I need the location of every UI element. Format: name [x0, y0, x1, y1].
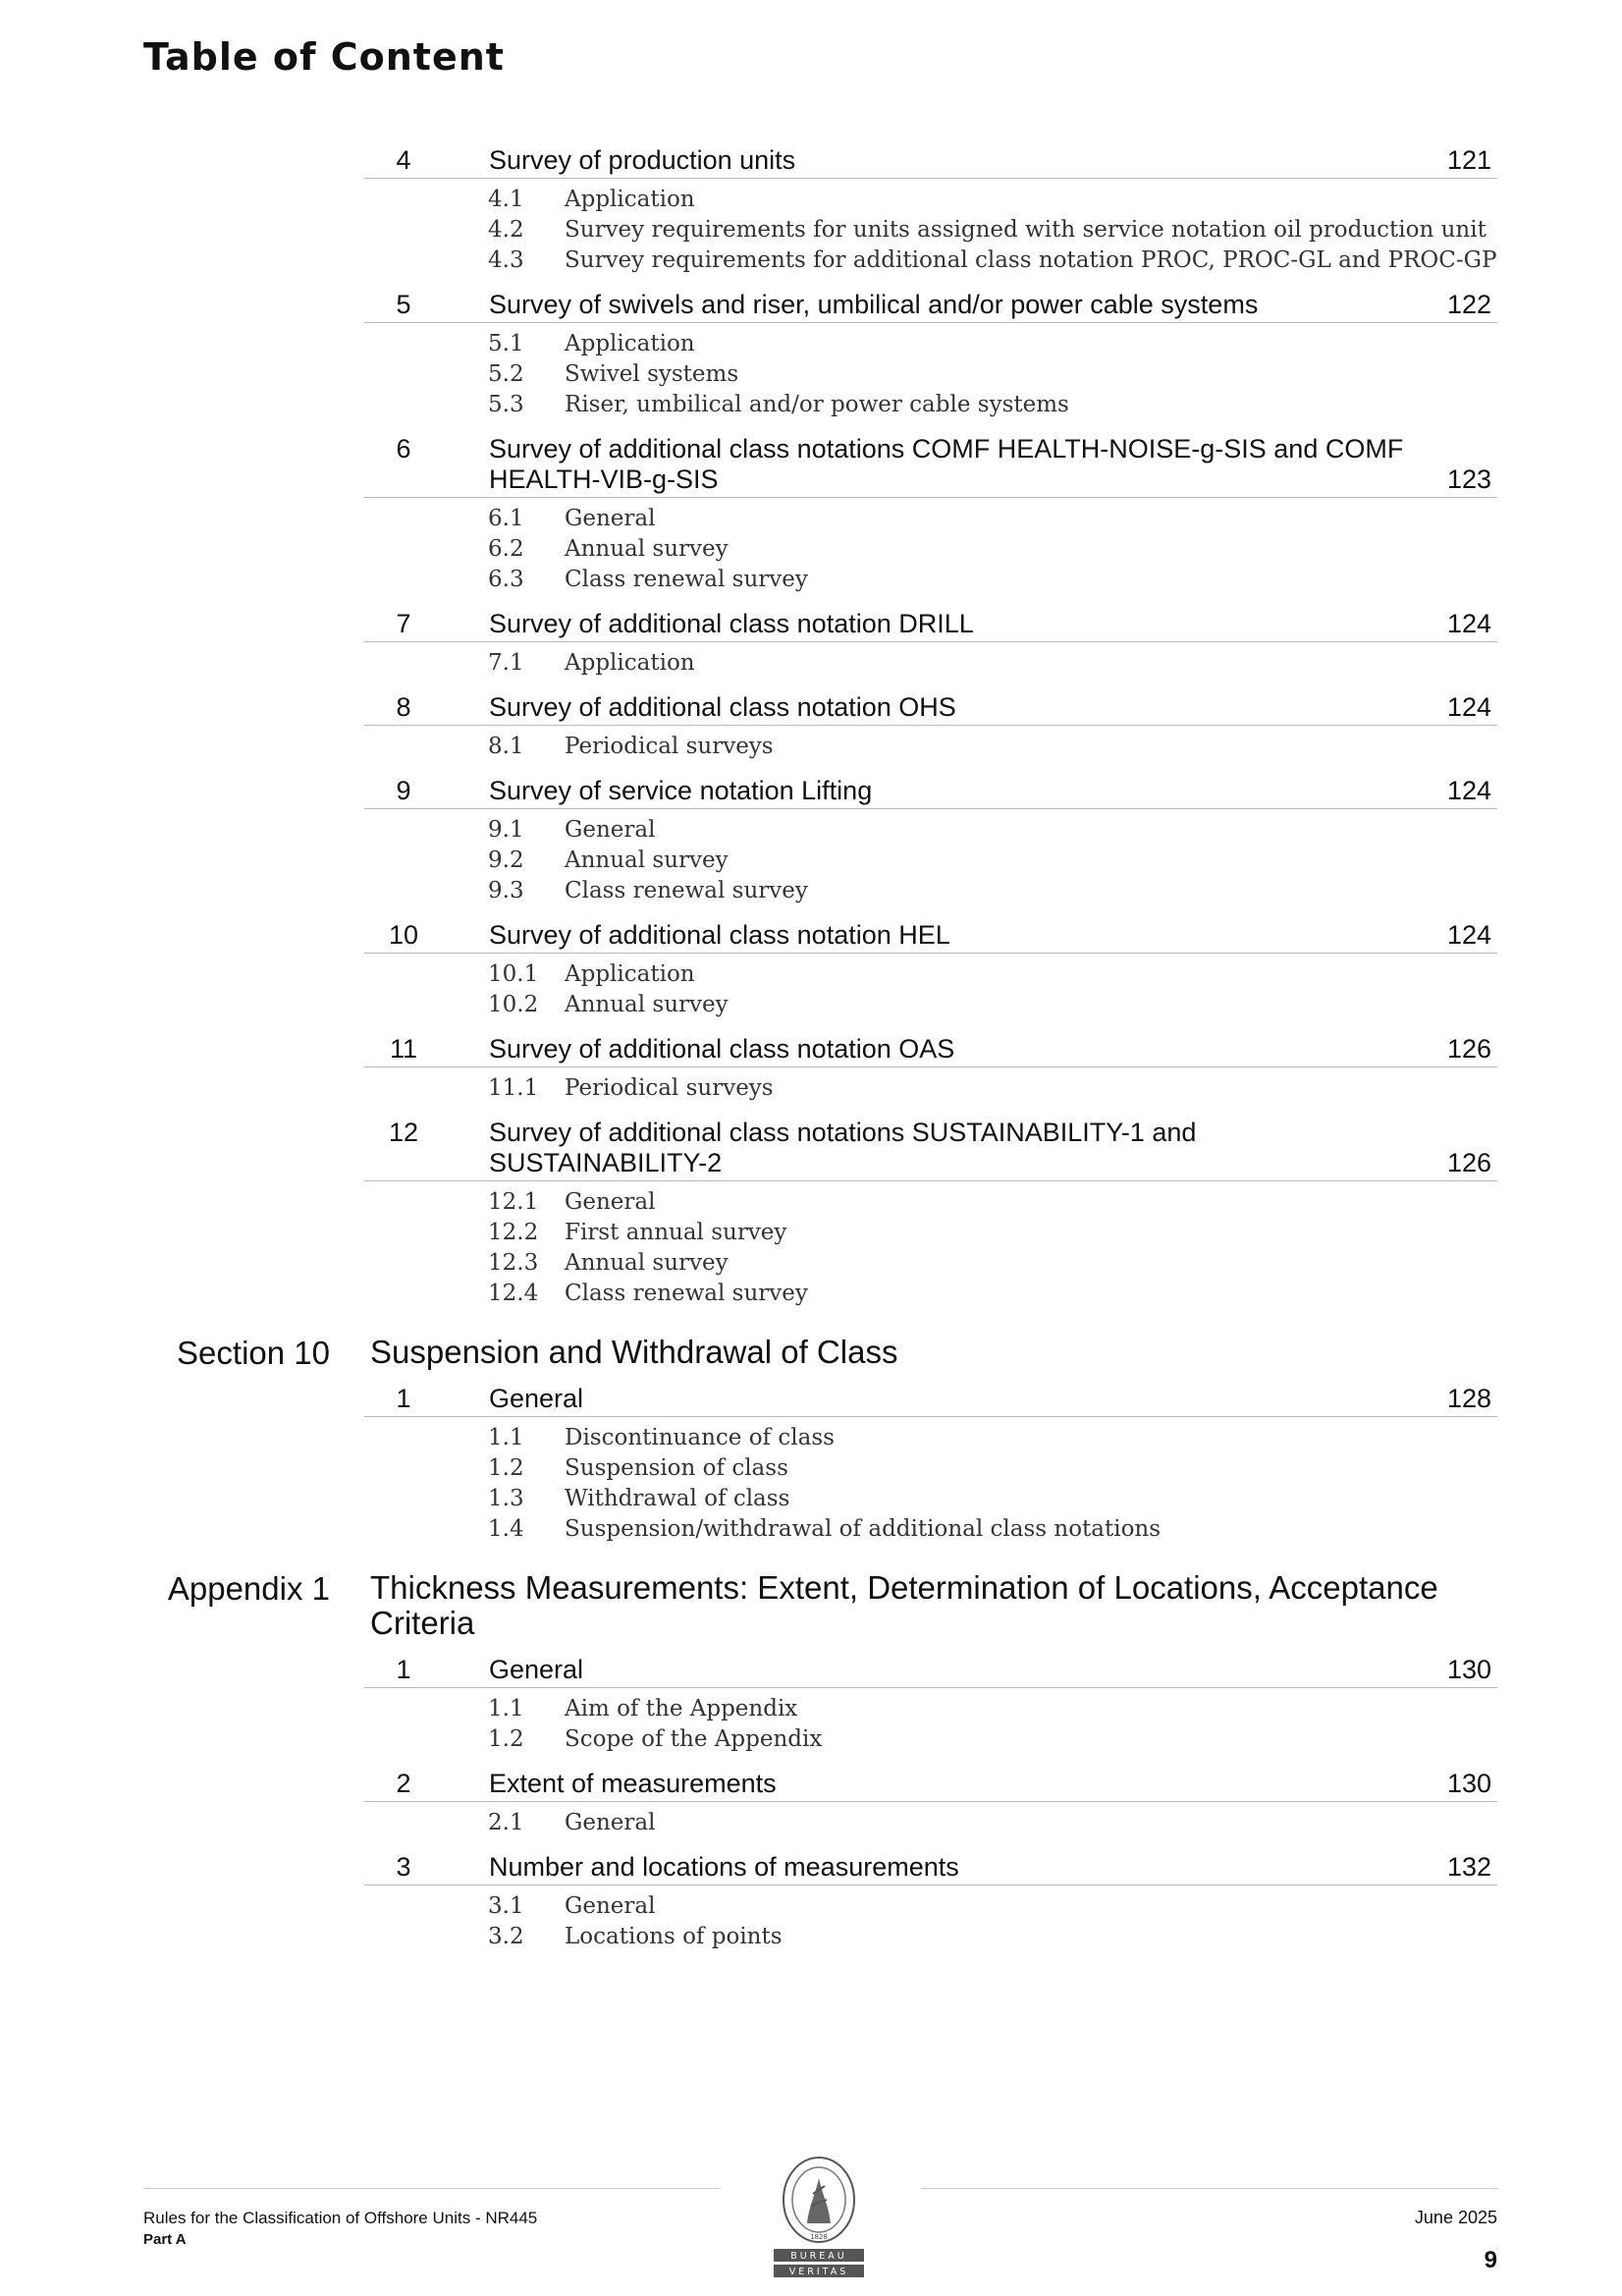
section-label: Appendix 1 [167, 1570, 330, 1607]
page-title: Table of Content [143, 35, 505, 79]
article-number: 7 [396, 609, 411, 638]
toc-article-heading [364, 609, 1497, 642]
toc-subsection [488, 185, 1622, 215]
article-page-number: 130 [1446, 1655, 1491, 1684]
toc-article [0, 290, 1622, 420]
subsection-number: 1.1 [488, 1425, 524, 1450]
bureau-veritas-seal-icon [784, 2158, 854, 2242]
toc-article [0, 1118, 1622, 1309]
article-title: Survey of additional class notation HEL [489, 920, 950, 950]
subsection-number: 8.1 [488, 734, 524, 759]
toc-subsection [488, 504, 1622, 534]
article-title: Survey of additional class notations SUSTAINABILITY-1 and SUSTAINABILITY-2 [489, 1118, 1197, 1177]
toc-subsection [488, 1724, 1622, 1755]
subsection-number: 1.3 [488, 1486, 524, 1511]
toc-subsection [488, 246, 1622, 276]
toc-block-heading [0, 1335, 1622, 1370]
article-page-number: 124 [1446, 776, 1491, 805]
subsection-title: Suspension of class [565, 1455, 788, 1481]
article-page-number: 126 [1446, 1148, 1491, 1177]
toc-article-heading [364, 776, 1497, 809]
article-number: 5 [396, 290, 411, 319]
subsection-number: 12.3 [488, 1250, 539, 1276]
article-title: Survey of additional class notation OAS [489, 1034, 955, 1064]
subsection-title: Application [565, 331, 695, 356]
toc-article-heading [364, 1852, 1497, 1886]
subsection-number: 1.1 [488, 1696, 524, 1722]
article-title: Survey of additional class notation DRILL [489, 609, 974, 638]
toc-article [0, 1034, 1622, 1104]
toc-article [0, 434, 1622, 595]
toc-article [0, 1852, 1622, 1952]
article-title: Survey of additional class notation OHS [489, 692, 956, 722]
article-number: 6 [396, 434, 411, 464]
toc-subsection [488, 1453, 1622, 1484]
article-page-number: 123 [1446, 465, 1491, 494]
article-page-number: 124 [1446, 920, 1491, 950]
section-title: Thickness Measurements: Extent, Determination of Locations, Acceptance Criteria [370, 1569, 1438, 1641]
subsection-title: Annual survey [565, 536, 729, 562]
footer-part: Part A [143, 2231, 187, 2248]
subsection-number: 10.1 [488, 961, 539, 987]
toc-article [0, 1769, 1622, 1838]
logo-text-bureau: BUREAU [790, 2251, 847, 2262]
toc-article-heading [364, 920, 1497, 954]
article-number: 3 [396, 1852, 411, 1882]
toc-article-heading [364, 290, 1497, 323]
toc-subsection [488, 329, 1622, 359]
subsection-title: Annual survey [565, 992, 729, 1017]
toc-subsection [488, 1808, 1622, 1838]
toc-article-heading [364, 1384, 1497, 1417]
section-title: Suspension and Withdrawal of Class [370, 1334, 898, 1370]
footer-document-info [143, 2208, 537, 2251]
subsection-title: Discontinuance of class [565, 1425, 835, 1450]
article-page-number: 124 [1446, 692, 1491, 722]
toc-article-heading [364, 1118, 1497, 1181]
toc-subsection [488, 390, 1622, 420]
toc-subsection [488, 959, 1622, 990]
subsection-number: 3.2 [488, 1924, 524, 1949]
subsection-number: 6.2 [488, 536, 524, 562]
subsection-title: Survey requirements for units assigned with service notation oil production unit [565, 217, 1487, 243]
toc-article [0, 609, 1622, 679]
toc-article [0, 776, 1622, 906]
toc-subsection-list [488, 1886, 1622, 1952]
article-number: 8 [396, 692, 411, 722]
toc-subsection [488, 534, 1622, 565]
subsection-number: 7.1 [488, 650, 524, 676]
bureau-veritas-logo [770, 2157, 868, 2280]
article-number: 10 [388, 920, 419, 950]
subsection-number: 6.1 [488, 506, 524, 531]
subsection-title: Survey requirements for additional class notation PROC, PROC-GL and PROC-GP [565, 247, 1497, 273]
toc-article-heading [364, 1034, 1497, 1067]
toc-subsection [488, 1187, 1622, 1218]
toc-subsection [488, 1423, 1622, 1453]
toc-subsection [488, 1514, 1622, 1545]
toc-subsection-list [488, 498, 1622, 595]
article-page-number: 132 [1446, 1852, 1491, 1882]
subsection-number: 1.2 [488, 1455, 524, 1481]
subsection-title: Application [565, 961, 695, 987]
subsection-number: 11.1 [488, 1075, 539, 1101]
article-title: General [489, 1384, 584, 1413]
toc-subsection [488, 732, 1622, 762]
subsection-number: 12.1 [488, 1189, 539, 1215]
subsection-number: 6.3 [488, 567, 524, 592]
page-number: 9 [1484, 2247, 1497, 2273]
subsection-number: 5.1 [488, 331, 524, 356]
toc-subsection [488, 1694, 1622, 1724]
toc-subsection [488, 565, 1622, 595]
toc-article-heading [364, 434, 1497, 498]
toc-subsection [488, 1073, 1622, 1104]
subsection-title: Application [565, 187, 695, 212]
article-number: 11 [389, 1034, 418, 1064]
subsection-title: Withdrawal of class [565, 1486, 790, 1511]
subsection-title: General [565, 1810, 656, 1835]
toc-subsection [488, 1922, 1622, 1952]
subsection-title: Suspension/withdrawal of additional class notations [565, 1516, 1162, 1542]
toc-subsection-list [488, 1181, 1622, 1309]
article-number: 9 [396, 776, 411, 805]
section-label: Section 10 [177, 1335, 330, 1371]
toc-subsection [488, 1279, 1622, 1309]
article-title: Survey of production units [489, 145, 796, 175]
subsection-title: Locations of points [565, 1924, 783, 1949]
toc-block [0, 1570, 1622, 1952]
subsection-number: 12.2 [488, 1220, 539, 1245]
article-number: 12 [388, 1118, 419, 1147]
article-page-number: 126 [1446, 1034, 1491, 1064]
footer-divider-right [921, 2188, 1498, 2189]
subsection-title: Periodical surveys [565, 1075, 774, 1101]
toc-article [0, 145, 1622, 276]
toc-block [0, 1335, 1622, 1545]
table-of-contents [0, 137, 1622, 1952]
subsection-title: Aim of the Appendix [565, 1696, 798, 1722]
toc-subsection [488, 876, 1622, 906]
toc-subsection [488, 648, 1622, 679]
article-number: 1 [396, 1655, 411, 1684]
toc-subsection-list [488, 179, 1622, 276]
toc-article [0, 692, 1622, 762]
subsection-number: 5.3 [488, 392, 524, 417]
subsection-title: Periodical surveys [565, 734, 774, 759]
subsection-title: Class renewal survey [565, 878, 808, 903]
toc-subsection-list [488, 1417, 1622, 1545]
toc-subsection [488, 1891, 1622, 1922]
subsection-number: 12.4 [488, 1281, 539, 1306]
subsection-title: General [565, 506, 656, 531]
subsection-title: Annual survey [565, 847, 729, 873]
subsection-number: 4.2 [488, 217, 524, 243]
article-page-number: 122 [1446, 290, 1491, 319]
subsection-number: 9.3 [488, 878, 524, 903]
toc-subsection-list [488, 323, 1622, 420]
toc-subsection [488, 815, 1622, 846]
subsection-title: Class renewal survey [565, 567, 808, 592]
subsection-title: General [565, 1893, 656, 1919]
toc-article-heading [364, 692, 1497, 726]
subsection-number: 5.2 [488, 361, 524, 387]
subsection-title: Class renewal survey [565, 1281, 808, 1306]
toc-subsection-list [488, 726, 1622, 762]
toc-subsection-list [488, 1688, 1622, 1755]
toc-article [0, 1384, 1622, 1545]
subsection-number: 2.1 [488, 1810, 524, 1835]
article-number: 1 [396, 1384, 411, 1413]
subsection-title: General [565, 1189, 656, 1215]
toc-block [0, 145, 1622, 1309]
toc-subsection-list [488, 1067, 1622, 1104]
toc-article [0, 1655, 1622, 1755]
toc-article [0, 920, 1622, 1020]
subsection-number: 4.3 [488, 247, 524, 273]
subsection-number: 4.1 [488, 187, 524, 212]
toc-subsection [488, 215, 1622, 246]
subsection-number: 9.1 [488, 817, 524, 843]
subsection-title: Swivel systems [565, 361, 739, 387]
article-number: 4 [396, 145, 411, 175]
logo-text-veritas: VERITAS [788, 2267, 849, 2277]
subsection-title: General [565, 817, 656, 843]
subsection-number: 10.2 [488, 992, 539, 1017]
toc-subsection-list [488, 954, 1622, 1020]
subsection-title: Scope of the Appendix [565, 1726, 823, 1752]
article-title: General [489, 1655, 584, 1684]
article-page-number: 128 [1446, 1384, 1491, 1413]
toc-article-heading [364, 1769, 1497, 1802]
article-page-number: 124 [1446, 609, 1491, 638]
toc-subsection [488, 990, 1622, 1020]
toc-subsection-list [488, 809, 1622, 906]
footer-doc-title: Rules for the Classification of Offshore Units - NR445 [143, 2209, 538, 2227]
toc-block-heading [0, 1570, 1622, 1641]
footer-date: June 2025 [1414, 2208, 1497, 2227]
subsection-title: Annual survey [565, 1250, 729, 1276]
toc-subsection-list [488, 1802, 1622, 1838]
toc-subsection [488, 1484, 1622, 1514]
subsection-title: Riser, umbilical and/or power cable systems [565, 392, 1069, 417]
article-title: Extent of measurements [489, 1769, 777, 1798]
article-title: Number and locations of measurements [489, 1852, 959, 1882]
footer-divider-left [143, 2188, 721, 2189]
toc-subsection [488, 359, 1622, 390]
toc-subsection [488, 846, 1622, 876]
article-page-number: 130 [1446, 1769, 1491, 1798]
toc-subsection-list [488, 642, 1622, 679]
toc-subsection [488, 1248, 1622, 1279]
article-page-number: 121 [1446, 145, 1491, 175]
logo-year: 1828 [810, 2233, 828, 2241]
article-title: Survey of swivels and riser, umbilical and/or power cable systems [489, 290, 1259, 319]
subsection-number: 1.2 [488, 1726, 524, 1752]
article-title: Survey of service notation Lifting [489, 776, 873, 805]
toc-subsection [488, 1218, 1622, 1248]
subsection-title: Application [565, 650, 695, 676]
toc-article-heading [364, 145, 1497, 179]
toc-article-heading [364, 1655, 1497, 1688]
subsection-number: 1.4 [488, 1516, 524, 1542]
article-number: 2 [396, 1769, 411, 1798]
article-title: Survey of additional class notations COMF HEALTH-NOISE-g-SIS and COMF HEALTH-VIB-g-SIS [489, 434, 1404, 494]
subsection-number: 3.1 [488, 1893, 524, 1919]
subsection-title: First annual survey [565, 1220, 787, 1245]
subsection-number: 9.2 [488, 847, 524, 873]
